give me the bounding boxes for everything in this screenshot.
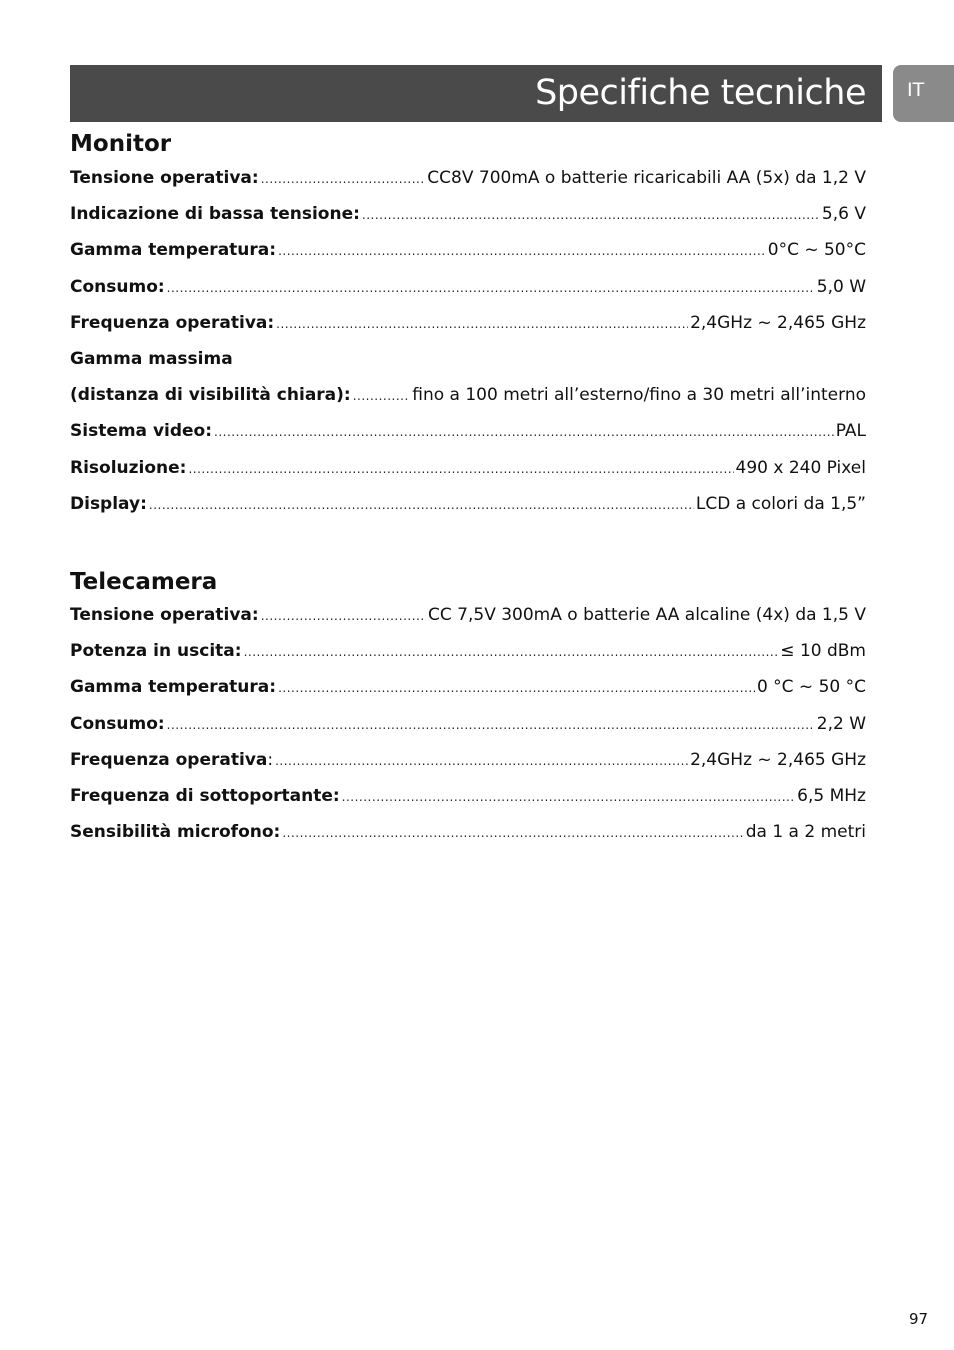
spec-row (70, 639, 866, 675)
spec-row (70, 311, 866, 347)
spec-label: Frequenza operativa (70, 749, 268, 770)
spec-row (70, 712, 866, 748)
spec-label: Tensione operativa: (70, 605, 259, 625)
language-tab (893, 65, 954, 122)
spec-value: 5,0 W (816, 276, 866, 297)
spec-value: CC 7,5V 300mA o batterie AA alcaline (4x) da 1,5 V (428, 605, 866, 625)
language-label: IT (907, 79, 925, 101)
spec-label: Frequenza di sottoportante: (70, 785, 340, 806)
spec-label: Risoluzione: (70, 457, 187, 478)
leader-dots (149, 493, 694, 517)
spec-row (70, 166, 866, 202)
leader-dots (362, 203, 820, 227)
spec-label: Consumo: (70, 713, 165, 734)
leader-dots (261, 604, 426, 628)
leader-dots (282, 821, 743, 845)
page-title: Specifiche tecniche (535, 73, 866, 113)
spec-label: Sensibilità microfono: (70, 822, 281, 843)
spec-row (70, 675, 866, 711)
leader-dots (244, 640, 779, 664)
leader-dots (278, 676, 755, 700)
spec-label: Consumo: (70, 276, 165, 297)
spec-label: (distanza di visibilità chiara): (70, 385, 351, 406)
spec-value: 0 °C ~ 50 °C (756, 677, 866, 698)
spec-row (70, 456, 866, 492)
spec-value: 2,4GHz ~ 2,465 GHz (690, 749, 866, 770)
leader-dots (261, 167, 426, 191)
leader-dots (342, 785, 796, 809)
spec-label: Tensione operativa: (70, 168, 259, 188)
spec-value: ≤ 10 dBm (780, 641, 866, 662)
spec-label: Indicazione di bassa tensione: (70, 204, 360, 225)
colon: : (267, 749, 274, 770)
monitor-specs (70, 166, 866, 528)
spec-row (70, 238, 866, 274)
spec-row (70, 419, 866, 455)
leader-dots (188, 457, 733, 481)
spec-row (70, 275, 866, 311)
spec-value: 490 x 240 Pixel (735, 457, 866, 478)
spec-value: LCD a colori da 1,5” (695, 493, 866, 514)
leader-dots (276, 312, 688, 336)
leader-dots (214, 420, 834, 444)
spec-row (70, 347, 866, 383)
leader-dots (353, 384, 411, 408)
spec-label: Sistema video: (70, 421, 213, 442)
spec-label: Gamma temperatura: (70, 240, 277, 261)
spec-value: da 1 a 2 metri (745, 822, 866, 843)
spec-row (70, 492, 866, 528)
spec-label: Potenza in uscita: (70, 641, 242, 662)
leader-dots (167, 276, 815, 300)
header-bar (70, 65, 882, 122)
leader-dots (167, 713, 815, 737)
camera-heading: Telecamera (70, 569, 218, 595)
spec-row (70, 202, 866, 238)
spec-label: Display: (70, 493, 147, 514)
spec-value: 6,5 MHz (797, 785, 866, 806)
camera-specs (70, 603, 866, 856)
leader-dots (278, 239, 766, 263)
spec-row (70, 820, 866, 856)
spec-row (70, 603, 866, 639)
spec-row (70, 383, 866, 419)
monitor-heading: Monitor (70, 131, 172, 157)
spec-label: Gamma temperatura: (70, 677, 277, 698)
spec-label: Gamma massima (70, 348, 233, 369)
spec-row (70, 748, 866, 784)
leader-dots (275, 749, 688, 773)
spec-value: 5,6 V (821, 204, 866, 225)
spec-row (70, 784, 866, 820)
spec-value: 2,4GHz ~ 2,465 GHz (690, 312, 866, 333)
spec-value: 2,2 W (816, 713, 866, 734)
spec-value: PAL (835, 421, 866, 442)
spec-value: 0°C ~ 50°C (767, 240, 866, 261)
page-number: 97 (909, 1310, 929, 1328)
spec-value: fino a 100 metri all’esterno/fino a 30 metri all’interno (412, 385, 866, 406)
spec-label: Frequenza operativa: (70, 312, 275, 333)
spec-value: CC8V 700mA o batterie ricaricabili AA (5x) da 1,2 V (427, 168, 866, 188)
